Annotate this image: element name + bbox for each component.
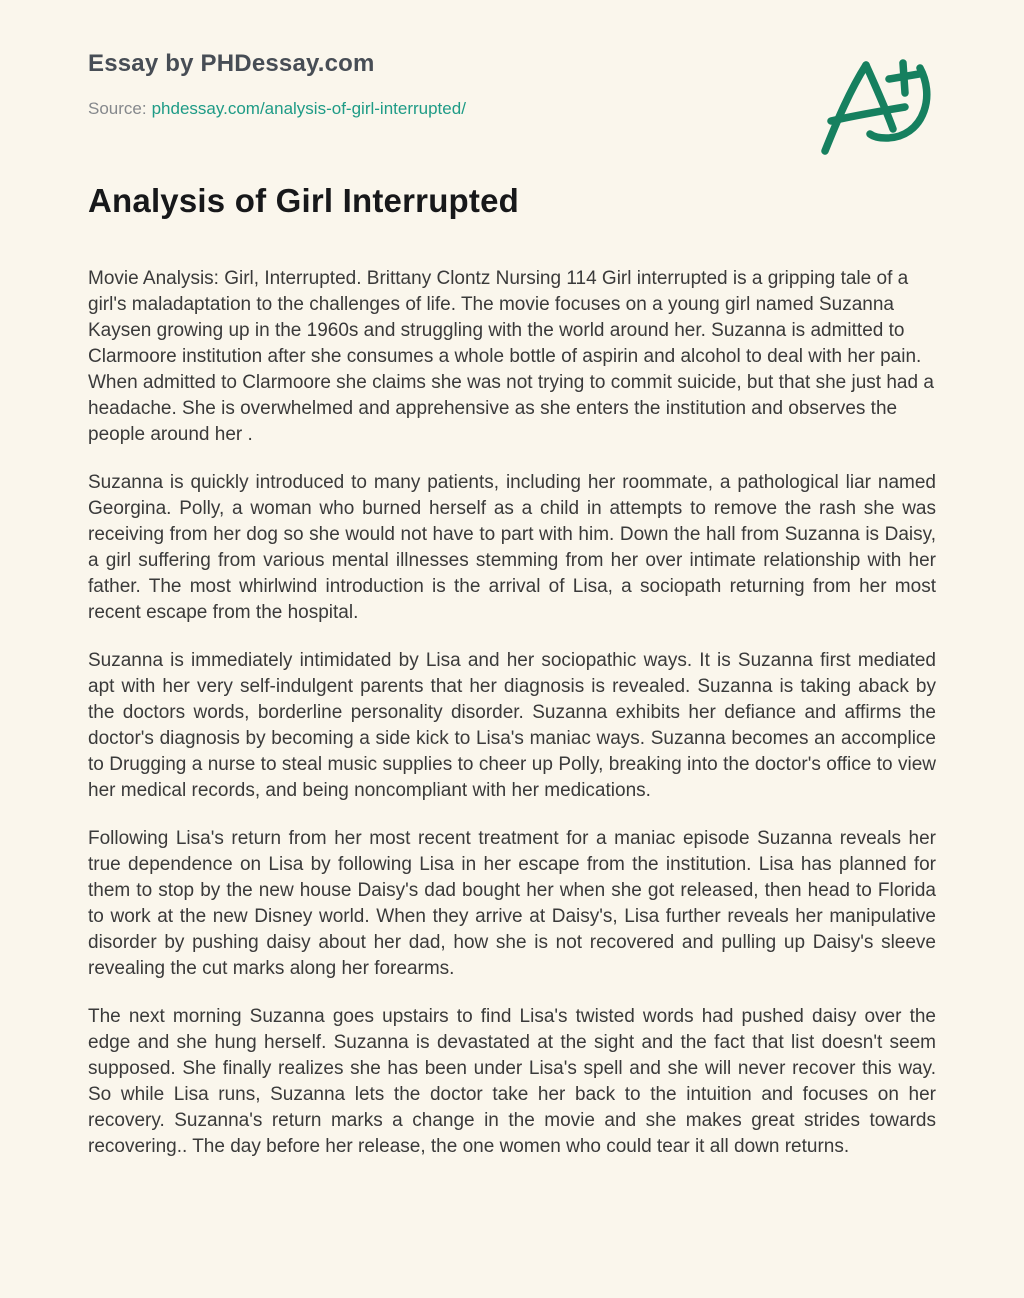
essay-title: Analysis of Girl Interrupted — [88, 182, 520, 219]
essay-paragraph-5: The next morning Suzanna goes upstairs to find Lisa's twisted words had pushed daisy over the edge and she hung herself. Suzanna is devastated at the sight and the fact that list doesn't seem supposed. She finally realizes she has been under Lisa's spell and she will never recover this way. So while Lisa runs, Suzanna lets the doctor take her back to the intuition and focuses on her recovery. Suzanna's return marks a change in the movie and she makes great strides towards recovering.. The day before her release, the one women who could tear it all down returns. — [88, 1006, 936, 1157]
a-plus-logo-icon — [819, 59, 937, 161]
essay-paragraph-4: Following Lisa's return from her most recent treatment for a maniac episode Suzanna reveals her true dependence on Lisa by following Lisa in her escape from the institution. Lisa has planned for them to stop by the new house Daisy's dad bought her when she got released, then head to Florida to work at the new Disney world. When they arrive at Daisy's, Lisa further reveals her manipulative disorder by pushing daisy about her dad, how she is not recovered and pulling up Daisy's sleeve revealing the cut marks along her forearms. — [88, 828, 936, 979]
source-line — [88, 99, 466, 119]
source-link[interactable]: phdessay.com/analysis-of-girl-interrupted/ — [151, 99, 466, 118]
essay-paragraph-3: Suzanna is immediately intimidated by Lisa and her sociopathic ways. It is Suzanna first mediated apt with her very self-indulgent parents that her diagnosis is revealed. Suzanna is taking aback by the doctors words, borderline personality disorder. Suzanna exhibits her defiance and affirms the doctor's diagnosis by becoming a side kick to Lisa's maniac ways. Suzanna becomes an accomplice to Drugging a nurse to steal music supplies to cheer up Polly, breaking into the doctor's office to view her medical records, and being noncompliant with her medications. — [88, 650, 936, 801]
essay-paragraph-1: Movie Analysis: Girl, Interrupted. Brittany Clontz Nursing 114 Girl interrupted is a gripping tale of a girl's maladaptation to the challenges of life. The movie focuses on a young girl named Suzanna Kaysen growing up in the 1960s and struggling with the world around her. Suzanna is admitted to Clarmoore institution after she consumes a whole bottle of aspirin and alcohol to deal with her pain. When admitted to Clarmoore she claims she was not trying to commit suicide, but that she just had a headache. She is overwhelmed and apprehensive as she enters the institution and observes the people around her . — [88, 268, 934, 445]
byline: Essay by PHDessay.com — [88, 50, 375, 77]
source-label: Source: — [88, 99, 147, 118]
essay-paragraph-2: Suzanna is quickly introduced to many patients, including her roommate, a pathological liar named Georgina. Polly, a woman who burned herself as a child in attempts to remove the rash she was receiving from her dog so she would not have to part with him. Down the hall from Suzanna is Daisy, a girl suffering from various mental illnesses stemming from her over intimate relationship with her father. The most whirlwind introduction is the arrival of Lisa, a sociopath returning from her most recent escape from the hospital. — [88, 472, 936, 623]
essay-body — [88, 266, 936, 1182]
